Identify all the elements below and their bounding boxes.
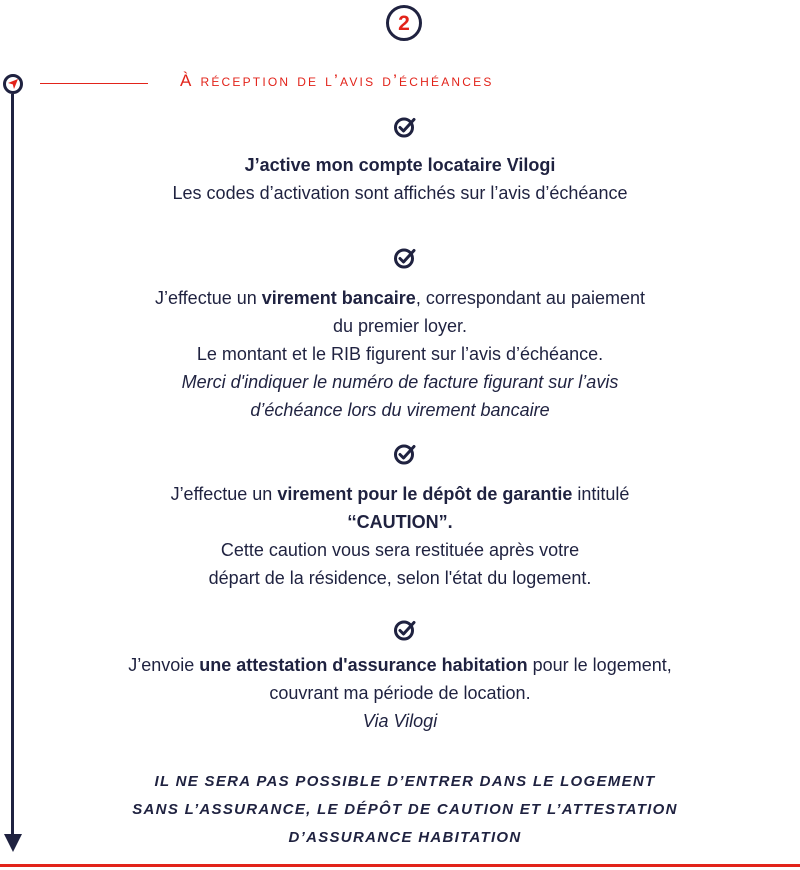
step-item-bank-transfer [40, 284, 760, 424]
item-heading-emphasis: virement bancaire [261, 288, 416, 308]
timeline-line [11, 94, 14, 838]
item-heading-text: J’envoie [128, 655, 200, 675]
item-heading-continued: du premier loyer. [332, 316, 468, 336]
item-heading-emphasis: virement pour le dépôt de garantie [277, 484, 573, 504]
item-heading-text: intitulé [572, 484, 630, 504]
item-heading [40, 284, 760, 312]
step-number: 2 [398, 11, 410, 35]
item-heading [40, 480, 760, 508]
item-description: Le montant et le RIB figurent sur l’avis d’échéance. [196, 344, 604, 364]
warning-notice [70, 768, 740, 852]
item-heading-emphasis: une attestation d'assurance habitation [199, 655, 528, 675]
item-note: d’échéance lors du virement bancaire [250, 400, 550, 420]
item-description: Les codes d’activation sont affichés sur l’avis d’échéance [172, 183, 628, 203]
item-note: Via Vilogi [362, 711, 438, 731]
send-icon [3, 74, 23, 94]
check-circle-icon [393, 618, 417, 642]
check-circle-icon [393, 442, 417, 466]
item-heading-text: J’effectue un [170, 484, 278, 504]
step-item-deposit-transfer [40, 480, 760, 592]
item-heading-text: J’effectue un [155, 288, 262, 308]
timeline-arrow-icon [4, 834, 22, 852]
warning-line: SANS L’ASSURANCE, LE DÉPÔT DE CAUTION ET L’ATTESTATION [132, 801, 678, 818]
section-title: À réception de l’avis d’échéances [180, 71, 494, 90]
step-item-insurance-certificate [40, 651, 760, 735]
item-heading-text: pour le logement, [527, 655, 672, 675]
bottom-divider [0, 864, 800, 867]
item-description: couvrant ma période de location. [269, 683, 531, 703]
item-heading-continued: ‘‘CAUTION”. [347, 512, 453, 532]
item-heading: J’active mon compte locataire Vilogi [244, 155, 556, 175]
warning-line: D’ASSURANCE HABITATION [288, 829, 522, 846]
step-number-badge [386, 5, 422, 41]
warning-line: IL NE SERA PAS POSSIBLE D’ENTRER DANS LE LOGEMENT [154, 773, 656, 790]
item-heading-text: , correspondant au paiement [415, 288, 645, 308]
item-heading [40, 651, 760, 679]
check-circle-icon [393, 115, 417, 139]
item-description: départ de la résidence, selon l'état du logement. [208, 568, 592, 588]
header-divider [40, 83, 148, 84]
step-item-activate-account [40, 151, 760, 207]
check-circle-icon [393, 246, 417, 270]
item-note: Merci d'indiquer le numéro de facture figurant sur l’avis [181, 372, 619, 392]
item-description: Cette caution vous sera restituée après votre [220, 540, 580, 560]
